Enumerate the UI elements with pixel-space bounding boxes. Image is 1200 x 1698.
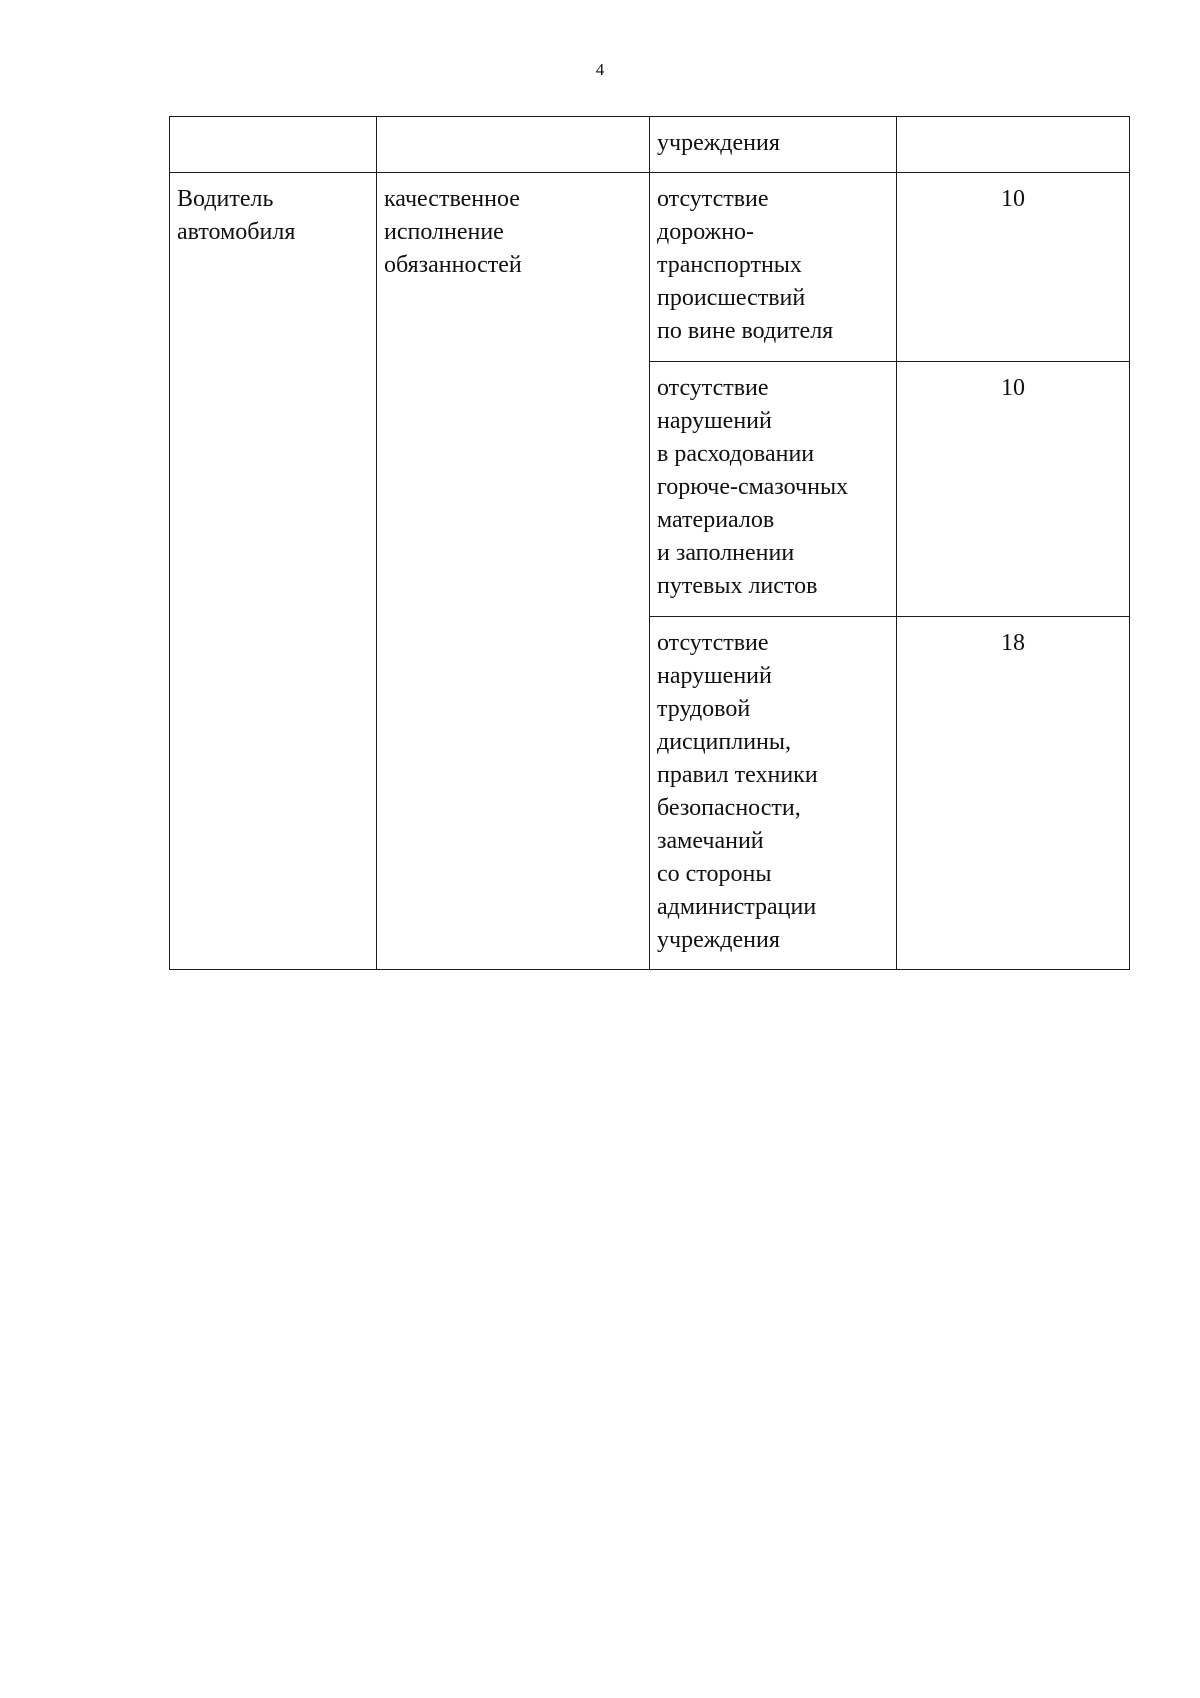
- points-cell: 10: [897, 173, 1130, 362]
- indicator-cell: учреждения: [650, 117, 897, 173]
- indicator-cell: отсутствие нарушений трудовой дисциплины, правил техники безопасности, замечаний со стороны администрации учреждения: [650, 617, 897, 970]
- page-number: 4: [595, 60, 605, 79]
- table-row: [170, 117, 1130, 173]
- indicator-cell: отсутствие нарушений в расходовании горюче-смазочных материалов и заполнении путевых листов: [650, 362, 897, 617]
- criteria-table: [169, 116, 1130, 970]
- position-cell: Водитель автомобиля: [170, 173, 377, 970]
- criterion-cell: [377, 117, 650, 173]
- points-cell: 18: [897, 617, 1130, 970]
- indicator-cell: отсутствие дорожно- транспортных происшествий по вине водителя: [650, 173, 897, 362]
- criterion-cell: качественное исполнение обязанностей: [377, 173, 650, 970]
- position-cell: [170, 117, 377, 173]
- table-row: [170, 173, 1130, 362]
- points-cell: [897, 117, 1130, 173]
- points-cell: 10: [897, 362, 1130, 617]
